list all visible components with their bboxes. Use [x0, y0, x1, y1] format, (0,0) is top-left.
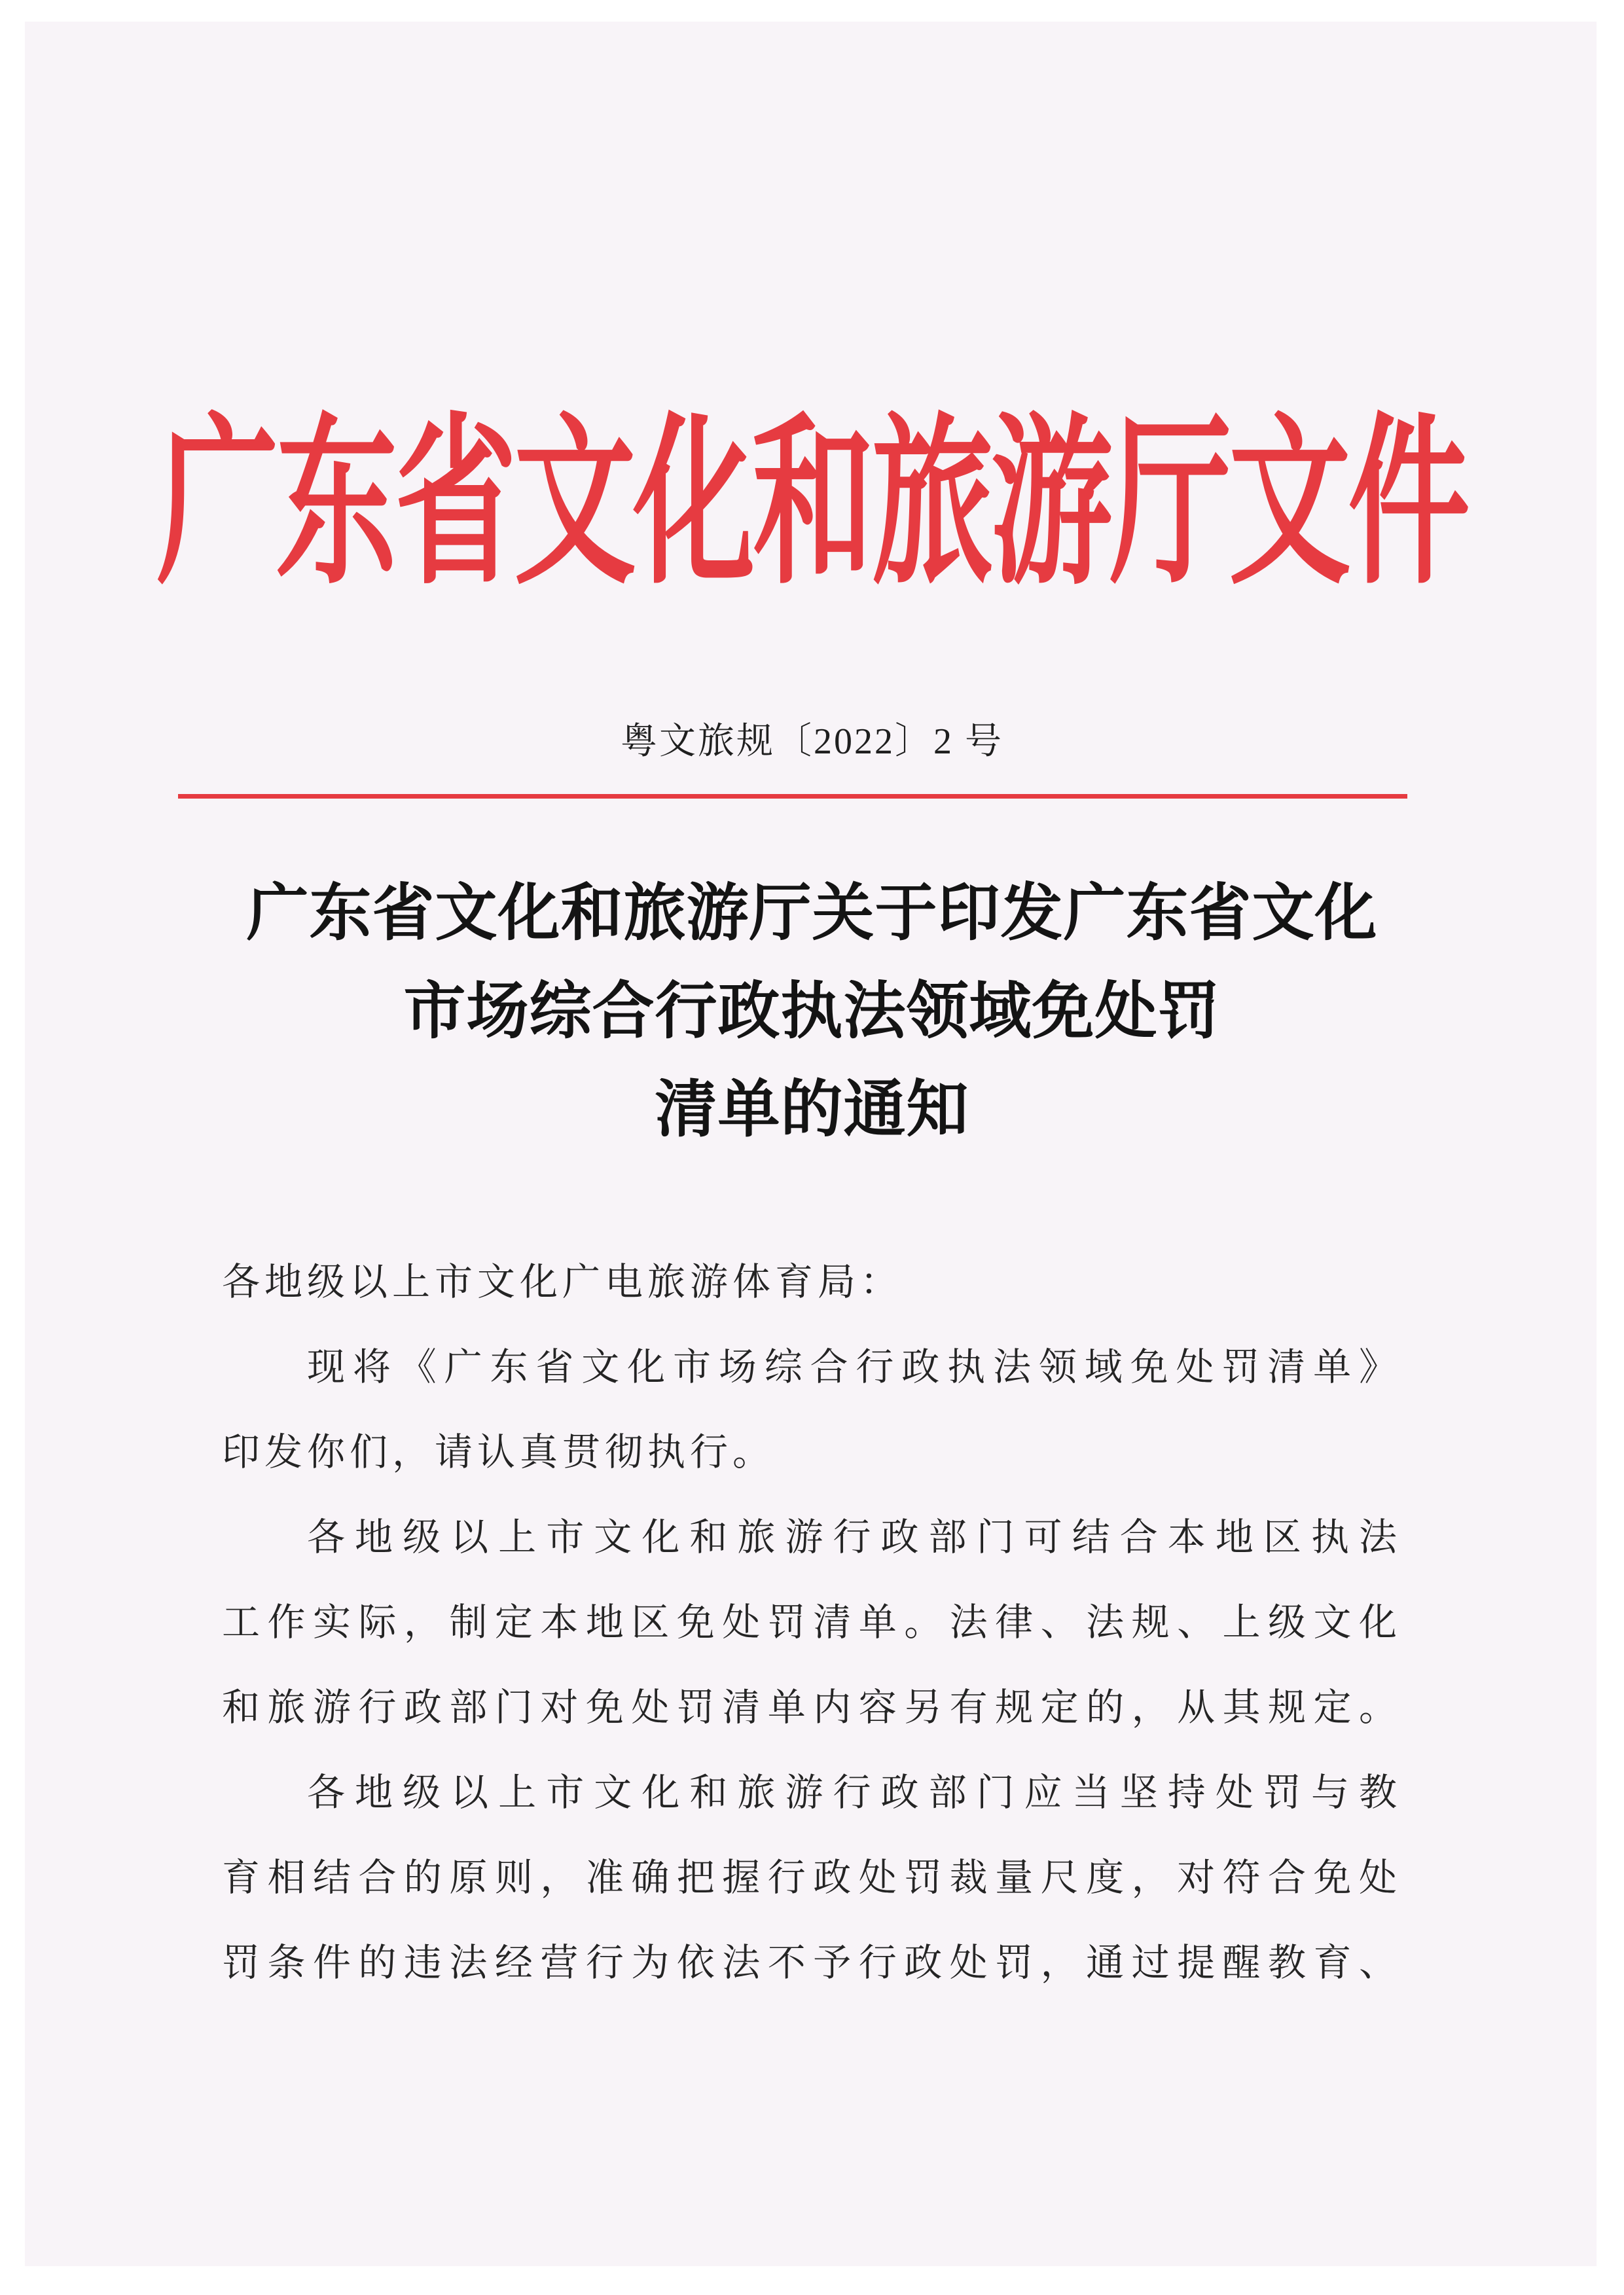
notice-title-line-1: 广东省文化和旅游厅关于印发广东省文化 — [246, 878, 1378, 948]
document-reference-number: 粤文旅规〔2022〕2 号 — [621, 721, 1003, 762]
notice-title — [0, 864, 1624, 1159]
body-line: 和旅游行政部门对免处罚清单内容另有规定的，从其规定。 — [222, 1686, 1401, 1729]
body-line: 育相结合的原则，准确把握行政处罚裁量尺度，对符合免处 — [222, 1856, 1401, 1899]
red-divider-rule — [178, 794, 1407, 799]
agency-masthead-title: 广东省文化和旅游厅文件 — [156, 404, 1468, 606]
body-line: 罚条件的违法经营行为依法不予行政处罚，通过提醒教育、 — [222, 1942, 1401, 1984]
body-line: 印发你们，请认真贯彻执行。 — [222, 1431, 776, 1473]
body-line: 各地级以上市文化和旅游行政部门可结合本地区执法 — [307, 1516, 1401, 1559]
body-text — [222, 1240, 1401, 2006]
notice-title-line-3: 清单的通知 — [655, 1075, 969, 1144]
notice-title-line-2: 市场综合行政执法领域免处罚 — [403, 977, 1221, 1046]
body-line: 各地级以上市文化和旅游行政部门应当坚持处罚与教 — [307, 1771, 1401, 1814]
body-line: 现将《广东省文化市场综合行政执法领域免处罚清单》 — [307, 1346, 1401, 1388]
salutation-line: 各地级以上市文化广电旅游体育局： — [222, 1261, 903, 1303]
body-line: 工作实际，制定本地区免处罚清单。法律、法规、上级文化 — [222, 1601, 1401, 1644]
